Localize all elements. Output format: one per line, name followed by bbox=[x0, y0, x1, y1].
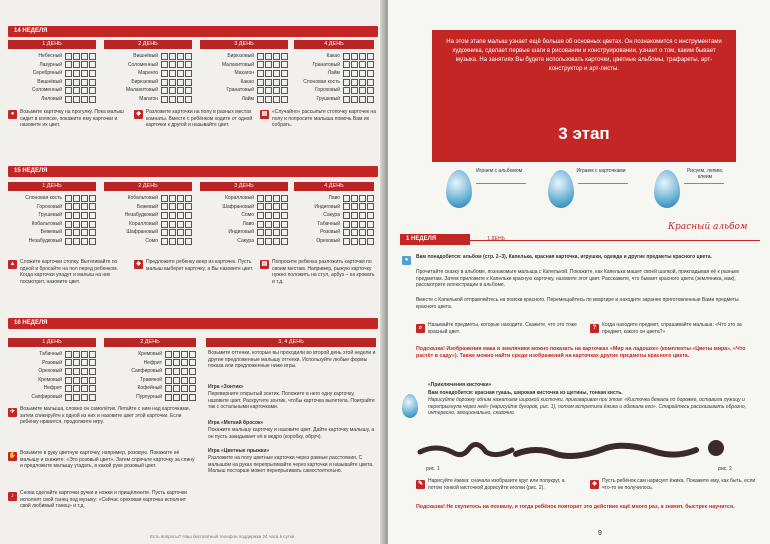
day-label: 1 ДЕНЬ bbox=[487, 236, 505, 242]
color-item: Какао bbox=[200, 78, 288, 87]
note-2: Когда находите предмет, спрашивайте малыша: «Что это за предмет, какого он цвета?» bbox=[602, 322, 742, 335]
week16-day1: 1 ДЕНЬ bbox=[8, 338, 96, 347]
color-item: Грушевый bbox=[294, 95, 374, 104]
week14-day4: 4 ДЕНЬ bbox=[294, 40, 374, 49]
color-item: Гороховый bbox=[294, 86, 374, 95]
droplet-character bbox=[446, 170, 472, 208]
color-item: Слоновая кость bbox=[294, 78, 374, 87]
stage-intro-box bbox=[432, 30, 736, 162]
week14-note2: Разложите карточки на полу в разных местах комнаты. Вместе с ребёнком ходите от одной карточки к другой и называйте цвет. bbox=[146, 109, 253, 129]
color-item: Вишнёвый bbox=[104, 52, 192, 61]
droplet-character bbox=[654, 170, 680, 208]
hedgehog-icon: ◆ bbox=[590, 480, 599, 489]
week14-col2 bbox=[104, 52, 192, 104]
stroller-icon: ● bbox=[8, 110, 17, 119]
week14-col3 bbox=[200, 52, 288, 104]
week15-note2: Предложите ребенку веер из карточек. Пусть малыш выберет карточку, а Вы назовите цвет. bbox=[146, 259, 254, 272]
note-1: Называйте предметы, которые находите. Скажите, что это тоже красный цвет. bbox=[428, 322, 577, 335]
droplet-character bbox=[548, 170, 574, 208]
color-item: Бирюзовый bbox=[104, 78, 192, 87]
color-item: Серебряный bbox=[8, 69, 96, 78]
week15-header: 15 НЕДЕЛЯ bbox=[8, 166, 378, 177]
color-item: Индиговый bbox=[294, 203, 374, 212]
color-item: Индиговый bbox=[200, 228, 288, 237]
color-item: Сомо bbox=[200, 211, 288, 220]
figure-1-caption: рис. 1 bbox=[426, 466, 440, 472]
game1-text: Переверните открытый зонтик. Положите в него одну карточку, назовите цвет. Раскрутите зонтик, чтобы карточка вылетела. Поиграйте так с остальными карточками. bbox=[208, 391, 375, 411]
color-item: Какао bbox=[294, 52, 374, 61]
album-title: Красный альбом bbox=[668, 222, 748, 232]
color-item: Вишнёвый bbox=[8, 78, 96, 87]
week15-day2: 2 ДЕНЬ bbox=[104, 182, 192, 191]
droplet-character bbox=[402, 394, 418, 418]
week14-col4 bbox=[294, 52, 374, 104]
color-item: Сапфировый bbox=[104, 367, 196, 376]
game2-title: Игра «Меткий бросок» bbox=[208, 420, 264, 426]
color-item: Гранатовый bbox=[200, 86, 288, 95]
color-item: Малахитовый bbox=[200, 61, 288, 70]
color-item: Слоновая кость bbox=[8, 194, 96, 203]
paragraph-3: Нарисуйте дорожку одним нажатием широкой кисточки, приговаривая при этом: «Кисточка бежала по дорожке, оставила лужицу и перепрыгнула через неё» (нарисуйте бугорок, рис. 1), потом встретила ёжика и обежала его». Старайтесь рассказывать образно, интересно, эмоционально, сказочно. bbox=[428, 397, 747, 417]
color-item: Незабудковый bbox=[104, 211, 192, 220]
color-item: Махагон bbox=[200, 69, 288, 78]
color-item: Нефрит bbox=[8, 384, 96, 393]
color-item: Табачный bbox=[294, 220, 374, 229]
week16-day2: 2 ДЕНЬ bbox=[104, 338, 196, 347]
color-item: Травяной bbox=[104, 376, 196, 385]
color-item: Сомо bbox=[104, 237, 192, 246]
color-item: Лайм bbox=[200, 95, 288, 104]
week14-header: 14 НЕДЕЛЯ bbox=[8, 26, 378, 37]
color-item: Сакура bbox=[200, 237, 288, 246]
week14-day1: 1 ДЕНЬ bbox=[8, 40, 96, 49]
week16-col1 bbox=[8, 350, 96, 402]
color-item: Шафрановый bbox=[104, 228, 192, 237]
brush-strokes-illustration bbox=[416, 428, 756, 468]
hand-icon: ✋ bbox=[8, 453, 17, 459]
week15-col2 bbox=[104, 194, 192, 246]
color-item: Сакура bbox=[294, 211, 374, 220]
stack-icon: ▲ bbox=[9, 261, 16, 267]
color-item: Ореховый bbox=[8, 367, 96, 376]
week16-note1: Возьмите малыша, словно он самолётик. Летайте с ним над карточками, затем спикируйте к одной из них и назовите цвет этой карточки. Если ребенку нравится, продолжите игру. bbox=[20, 406, 190, 426]
week16-note2: Возьмите в руку цветную карточку, например, розовую. Покажите её малышу и скажите: «Это розовый цвет». Затем спрячьте карточку за спину и предложите малышу угадать, в какой руке розовый цвет. bbox=[20, 450, 195, 470]
search-icon: ⌕ bbox=[416, 324, 425, 333]
game3-text: Разложите на полу цветные карточки через равные расстояния. С малышом на руках перепрыгивайте через карточки и называйте цвета. Малыш постарше может перепрыгивать самостоятельно. bbox=[208, 455, 374, 475]
brush-icon: ✎ bbox=[417, 481, 424, 487]
color-item: Сапфировый bbox=[8, 393, 96, 402]
color-item: Соломенный bbox=[8, 86, 96, 95]
paragraph-1: Прочитайте сказку в альбоме, познакомьте малыша с Капелькой. Покажите, как Капелька машет своей шапкой, прикладывая её к разным предметам. Затем приложите к Капельке красную карточку, назовите этот цвет. Расскажите, что бывает красного цвета (земляника, мак), рассмотрите иллюстрации в альбоме. bbox=[416, 269, 739, 289]
need-2: Вам понадобится: красная гуашь, широкая кисточка из щетины, тонкая кисть. bbox=[428, 390, 623, 396]
color-item: Пурпурный bbox=[104, 393, 196, 402]
week16-col2 bbox=[104, 350, 196, 402]
figure-2-caption: рис. 2 bbox=[718, 466, 732, 472]
hint-1: Подсказка! Изображения мака и земляники можно показать на карточках «Мир на ладошке» (комплекты «Цветы мира», «Что растёт в саду»). Также можно найти среди изображений на карточках другие предметы красного цвета. bbox=[416, 346, 746, 359]
connector-line bbox=[476, 183, 526, 184]
note-3: Нарисуйте ёжика: сначала изобразите круг или полукруг, а потом тонкой кисточкой дорисуйте иголки (рис. 2). bbox=[428, 478, 565, 491]
week15-note3: Попросите ребенка разложить карточки по своим местам. Например, рыжую карточку нужно положить на стул, арбуз – на кровать и т.д. bbox=[272, 259, 375, 285]
note-4: Пусть ребёнок сам нарисует ёжика. Покажите ему, как быть, если что-то не получилось. bbox=[602, 478, 756, 491]
color-item: Нефрит bbox=[104, 359, 196, 368]
week14-day3: 3 ДЕНЬ bbox=[200, 40, 288, 49]
color-item: Кремовый bbox=[104, 350, 196, 359]
color-item: Кобальтовый bbox=[104, 194, 192, 203]
color-item: Маренго bbox=[104, 69, 192, 78]
color-item: Лиловый bbox=[8, 95, 96, 104]
color-item: Соломенный bbox=[104, 61, 192, 70]
color-item: Шафрановый bbox=[200, 203, 288, 212]
week15-day4: 4 ДЕНЬ bbox=[294, 182, 374, 191]
color-item: Магагон bbox=[104, 95, 192, 104]
week16-day34: 3, 4 ДЕНЬ bbox=[206, 338, 376, 347]
fan-icon: ◆ bbox=[134, 260, 143, 269]
week15-col1 bbox=[8, 194, 96, 246]
week16-header: 16 НЕДЕЛЯ bbox=[8, 318, 378, 329]
walk-icon: ◆ bbox=[134, 110, 143, 119]
week15-col4 bbox=[294, 194, 374, 246]
color-item: Гороховый bbox=[8, 203, 96, 212]
week15-note1: Сложите карточки стопку. Вытягивайте по одной и бросайте на пол перед ребенком. Когда карточки упадут и малыш на них посмотрит, назовите цвет. bbox=[20, 259, 118, 285]
week15-day3: 3 ДЕНЬ bbox=[200, 182, 288, 191]
stage-intro-text: На этом этапе малыш узнает ещё больше об основных цветах. Он познакомится с инструментами художника, сделает первые шаги в рисовании и конструировании, узнает о том, каким бывает музыка. На занятиях Вы будете использовать карточки, цветные альбомы, трафареты, арт-конструктор и арт-листы. bbox=[446, 39, 722, 72]
stage-title: 3 этап bbox=[558, 124, 610, 143]
game1-title: Игра «Зонтик» bbox=[208, 384, 244, 390]
week16-note3: Снова сделайте карточки ручки и ножки и прищёлкните. Пусть карточки исполнят свой танец под музыку: «Сейчас ореховая карточка исполнит свой любимый танец» и т.д. bbox=[20, 490, 187, 510]
color-item: Лайм bbox=[294, 69, 374, 78]
right-page bbox=[388, 0, 770, 544]
color-item: Гранатовый bbox=[294, 61, 374, 70]
room-icon: ▤ bbox=[261, 261, 268, 267]
color-item: Розовый bbox=[294, 228, 374, 237]
week15-day1: 1 ДЕНЬ bbox=[8, 182, 96, 191]
color-item: Лазурный bbox=[8, 61, 96, 70]
color-item: Розовый bbox=[8, 359, 96, 368]
week14-note3: «Случайно» рассыпьте стопочку карточек на полу и попросите малыша помочь Вам их собрать. bbox=[272, 109, 376, 129]
footer-text: Есть вопросы? Наш бесплатный телефон поддержки 24 часа в сутки bbox=[150, 534, 295, 539]
week14-col1 bbox=[8, 52, 96, 104]
connector-line bbox=[578, 183, 628, 184]
color-item: Кремовый bbox=[8, 376, 96, 385]
cards-icon: ▤ bbox=[261, 111, 268, 117]
hint-2: Подсказка! Не скупитесь на похвалу, и тогда ребёнок повторит это действие ещё много раз, а значит, быстрее научится. bbox=[416, 504, 735, 510]
color-item: Ореховый bbox=[294, 237, 374, 246]
paragraph-2: Вместе с Капелькой отправляйтесь на поиски красного. Перемещайтесь по квартире и находите заранее приготовленные Вами предметы красного цвета. bbox=[416, 297, 739, 310]
color-item: Лаво bbox=[294, 194, 374, 203]
color-item: Малахитовый bbox=[104, 86, 192, 95]
section-title: «Приключения кисточки» bbox=[428, 382, 492, 388]
color-item: Бежевый bbox=[8, 228, 96, 237]
need-text: Вам понадобится: альбом (стр. 2–3), Капелька, красная карточка, игрушки, одежда и другие предметы красного цвета. bbox=[416, 254, 712, 260]
color-item: Кофейный bbox=[104, 384, 196, 393]
game3-title: Игра «Цветные прыжки» bbox=[208, 448, 270, 454]
question-icon: ? bbox=[590, 324, 599, 333]
color-item: Табачный bbox=[8, 350, 96, 359]
color-item: Коралловый bbox=[104, 220, 192, 229]
color-item: Грушевый bbox=[8, 211, 96, 220]
color-item: Небесный bbox=[8, 52, 96, 61]
color-item: Коралловый bbox=[200, 194, 288, 203]
tool-label-cards: Играем с карточками bbox=[576, 168, 626, 174]
plane-icon: ✈ bbox=[9, 409, 16, 415]
week14-day2: 2 ДЕНЬ bbox=[104, 40, 192, 49]
tool-label-draw: Рисуем, лепим, клеим bbox=[686, 168, 724, 180]
color-item: Бежевый bbox=[104, 203, 192, 212]
week16-intro: Возьмите оттенки, которые вы проходили во второй день этой недели и другие предложенные малышу оттенки. Используйте любые формы показа или предложенные ниже игры. bbox=[208, 350, 376, 370]
tool-label-album: Играем с альбомом bbox=[475, 168, 523, 174]
color-item: Бирюзовый bbox=[200, 52, 288, 61]
dance-icon: ♪ bbox=[8, 492, 17, 501]
week15-col3 bbox=[200, 194, 288, 246]
color-item: Незабудковый bbox=[8, 237, 96, 246]
week14-note1: Возьмите карточку на прогулку. Пока малыш сидит в коляске, покажите ему карточки и назовите их цвет. bbox=[20, 109, 124, 129]
page-number: 9 bbox=[598, 530, 602, 537]
game2-text: Покажите малышу карточку и назовите цвет. Дайте карточку малышу, а он пусть закидывает её в ведро (коробку, обруч). bbox=[208, 427, 375, 440]
week-label: 1 НЕДЕЛЯ bbox=[400, 234, 470, 245]
connector-line bbox=[684, 183, 724, 184]
color-item: Кобальтовый bbox=[8, 220, 96, 229]
droplet-icon: ● bbox=[402, 256, 411, 265]
color-item: Лаво bbox=[200, 220, 288, 229]
